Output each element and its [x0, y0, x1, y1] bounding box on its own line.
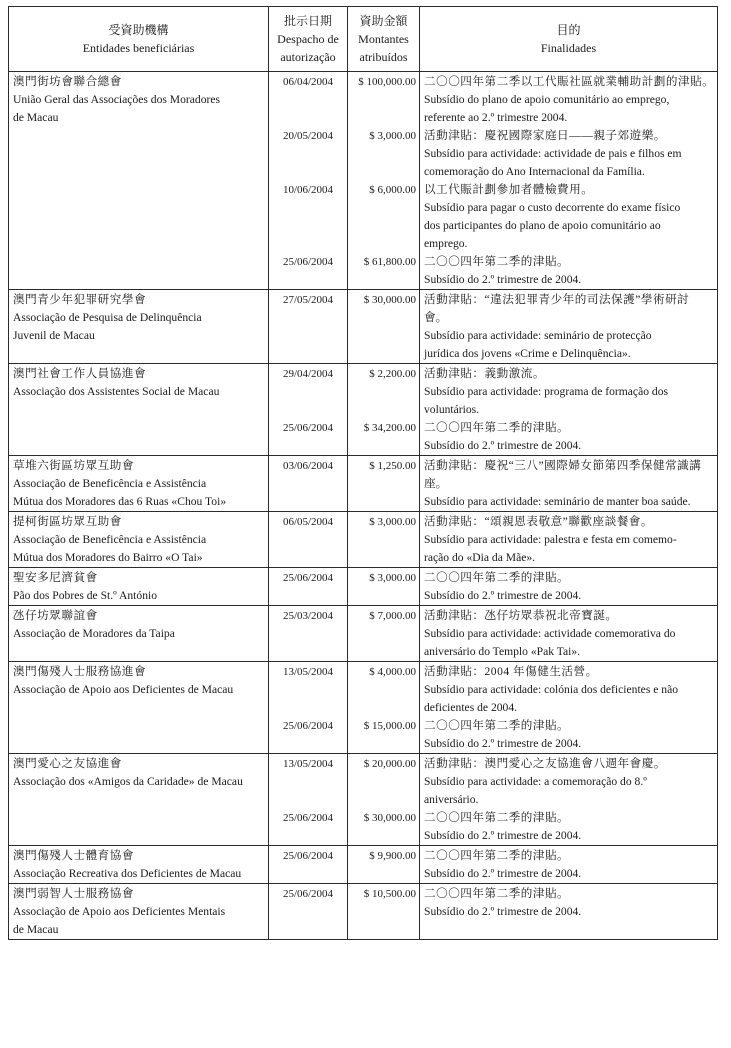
- purpose-cell: [420, 512, 718, 568]
- purpose-line: Subsídio do 2.º trimestre de 2004.: [424, 829, 582, 842]
- spacer: [269, 109, 347, 127]
- spacer: [269, 345, 347, 363]
- amount-value: $ 3,000.00: [369, 572, 416, 584]
- entity-name-cn: 澳門街坊會聯合總會: [13, 75, 122, 88]
- amount-value: $ 61,800.00: [363, 256, 416, 268]
- purpose-line: 活動津貼：澳門愛心之友協進會八週年會慶。: [424, 757, 666, 770]
- purpose-cell: [420, 568, 718, 606]
- header-amount: [348, 7, 420, 72]
- amount-value: $ 20,000.00: [363, 758, 416, 770]
- entity-cell: [9, 884, 269, 940]
- entity-name-pt: Associação de Apoio aos Deficientes Mentais: [13, 905, 226, 918]
- spacer: [269, 791, 347, 809]
- purpose-line: jurídica dos jovens «Crime e Delinquência».: [424, 347, 631, 360]
- spacer: [348, 199, 419, 217]
- purpose-cell: [420, 364, 718, 456]
- entity-name-pt: Associação dos Assistentes Social de Macau: [13, 385, 220, 398]
- spacer: [348, 865, 419, 883]
- amount-cell: [348, 884, 420, 940]
- entity-name-pt: União Geral das Associações dos Moradores: [13, 93, 221, 106]
- date-cell: [269, 846, 348, 884]
- spacer: [269, 827, 347, 845]
- spacer: [348, 383, 419, 401]
- spacer: [348, 493, 419, 511]
- table-row: [9, 290, 718, 364]
- approval-date: 10/06/2004: [282, 184, 334, 196]
- purpose-line: 以工代賑計劃參加者體檢費用。: [424, 183, 594, 196]
- purpose-line: Subsídio para actividade: programa de formação dos: [424, 385, 669, 398]
- entity-cell: [9, 72, 269, 290]
- spacer: [348, 587, 419, 605]
- spacer: [269, 643, 347, 661]
- spacer: [348, 109, 419, 127]
- purpose-line: 二〇〇四年第二季的津貼。: [424, 811, 570, 824]
- date-cell: [269, 512, 348, 568]
- date-cell: [269, 884, 348, 940]
- amount-cell: [348, 846, 420, 884]
- purpose-cell: [420, 846, 718, 884]
- spacer: [269, 145, 347, 163]
- purpose-line: ração do «Dia da Mãe».: [424, 551, 536, 564]
- purpose-line: deficientes de 2004.: [424, 701, 518, 714]
- header-date-pt-2: autorização: [280, 50, 336, 64]
- entity-cell: [9, 662, 269, 754]
- amount-value: $ 15,000.00: [363, 720, 416, 732]
- approval-date: 25/06/2004: [282, 888, 334, 900]
- spacer: [269, 549, 347, 567]
- purpose-line: Subsídio para actividade: seminário de protecção: [424, 329, 652, 342]
- header-amount-pt-2: atribuídos: [359, 50, 408, 64]
- spacer: [348, 217, 419, 235]
- amount-value: $ 3,000.00: [369, 130, 416, 142]
- header-purpose: [420, 7, 718, 72]
- purpose-line: 二〇〇四年第二季以工代賑社區就業輔助計劃的津貼。: [424, 75, 715, 88]
- entity-name-pt: Mútua dos Moradores das 6 Ruas «Chou Toi»: [13, 495, 227, 508]
- entity-name-cn: 澳門弱智人士服務協會: [13, 887, 134, 900]
- approval-date: 29/04/2004: [282, 368, 334, 380]
- purpose-line: Subsídio para actividade: a comemoração do 8.º: [424, 775, 647, 788]
- amount-cell: [348, 662, 420, 754]
- entity-name-cn: 澳門社會工作人員協進會: [13, 367, 147, 380]
- purpose-line: voluntários.: [424, 403, 480, 416]
- entity-cell: [9, 290, 269, 364]
- approval-date: 25/06/2004: [282, 422, 334, 434]
- entity-name-pt: Associação de Beneficência e Assistência: [13, 477, 207, 490]
- spacer: [348, 681, 419, 699]
- purpose-line: Subsídio para actividade: actividade comemorativa do: [424, 627, 676, 640]
- amount-value: $ 34,200.00: [363, 422, 416, 434]
- entity-name-cn: 澳門青少年犯罪研究學會: [13, 293, 147, 306]
- entity-name-pt: Associação de Beneficência e Assistência: [13, 533, 207, 546]
- entity-name-cn: 澳門傷殘人士體育協會: [13, 849, 134, 862]
- purpose-line: 二〇〇四年第二季的津貼。: [424, 719, 570, 732]
- amount-cell: [348, 456, 420, 512]
- spacer: [348, 531, 419, 549]
- amount-value: $ 4,000.00: [369, 666, 416, 678]
- spacer: [269, 587, 347, 605]
- approval-date: 27/05/2004: [282, 294, 334, 306]
- amount-value: $ 7,000.00: [369, 610, 416, 622]
- header-amount-pt-1: Montantes: [358, 32, 409, 46]
- table-row: [9, 512, 718, 568]
- entity-name-pt: Associação dos «Amigos da Caridade» de Macau: [13, 775, 243, 788]
- date-cell: [269, 72, 348, 290]
- entity-cell: [9, 846, 269, 884]
- entity-name-cn: 澳門傷殘人士服務協進會: [13, 665, 147, 678]
- table-row: [9, 456, 718, 512]
- date-cell: [269, 568, 348, 606]
- spacer: [348, 735, 419, 753]
- purpose-cell: [420, 884, 718, 940]
- spacer: [348, 827, 419, 845]
- purpose-line: comemoração do Ano Internacional da Família.: [424, 165, 645, 178]
- purpose-line: 活動津貼：“頌親恩表敬意”聯歡座談餐會。: [424, 515, 653, 528]
- entity-name-pt: Associação de Apoio aos Deficientes de Macau: [13, 683, 234, 696]
- spacer: [269, 475, 347, 493]
- approval-date: 03/06/2004: [282, 460, 334, 472]
- approval-date: 13/05/2004: [282, 758, 334, 770]
- header-entity-pt: Entidades beneficiárias: [82, 41, 195, 55]
- spacer: [269, 401, 347, 419]
- table-row: [9, 606, 718, 662]
- spacer: [269, 327, 347, 345]
- header-purpose-cn: 目的: [556, 23, 581, 37]
- amount-cell: [348, 606, 420, 662]
- spacer: [269, 235, 347, 253]
- date-cell: [269, 364, 348, 456]
- entity-cell: [9, 512, 269, 568]
- date-cell: [269, 662, 348, 754]
- spacer: [348, 145, 419, 163]
- table-row: [9, 884, 718, 940]
- spacer: [348, 791, 419, 809]
- spacer: [269, 309, 347, 327]
- purpose-line: Subsídio para actividade: seminário de manter boa saúde.: [424, 495, 691, 508]
- entity-name-cn: 草堆六街區坊眾互助會: [13, 459, 134, 472]
- purpose-cell: [420, 456, 718, 512]
- date-cell: [269, 606, 348, 662]
- purpose-line: referente ao 2.º trimestre 2004.: [424, 111, 568, 124]
- approval-date: 20/05/2004: [282, 130, 334, 142]
- entity-name-pt: Pão dos Pobres de St.º António: [13, 589, 158, 602]
- entity-name-cn: 聖安多尼濟貧會: [13, 571, 98, 584]
- spacer: [348, 773, 419, 791]
- purpose-line: Subsídio do 2.º trimestre de 2004.: [424, 439, 582, 452]
- amount-value: $ 2,200.00: [369, 368, 416, 380]
- spacer: [269, 163, 347, 181]
- table-row: [9, 568, 718, 606]
- amount-cell: [348, 364, 420, 456]
- spacer: [348, 309, 419, 327]
- spacer: [348, 327, 419, 345]
- purpose-line: 活動津貼：義動激流。: [424, 367, 545, 380]
- purpose-line: 二〇〇四年第二季的津貼。: [424, 887, 570, 900]
- spacer: [348, 625, 419, 643]
- entity-name-pt: Mútua dos Moradores do Bairro «O Tai»: [13, 551, 203, 564]
- purpose-line: 活動津貼：氹仔坊眾恭祝北帝寶誕。: [424, 609, 618, 622]
- table-row: [9, 754, 718, 846]
- entity-name-cn: 澳門愛心之友協進會: [13, 757, 122, 770]
- header-entity-cn: 受資助機構: [108, 23, 169, 37]
- spacer: [269, 773, 347, 791]
- spacer: [348, 163, 419, 181]
- purpose-line: 會。: [424, 311, 448, 324]
- spacer: [269, 903, 347, 921]
- purpose-line: Subsídio do 2.º trimestre de 2004.: [424, 905, 582, 918]
- header-amount-cn: 資助金額: [359, 14, 408, 28]
- spacer: [269, 217, 347, 235]
- entity-cell: [9, 606, 269, 662]
- subsidy-table: [8, 6, 718, 940]
- spacer: [348, 475, 419, 493]
- spacer: [269, 437, 347, 455]
- purpose-line: 活動津貼：慶祝“三八”國際婦女節第四季保健常識講: [424, 459, 702, 472]
- amount-value: $ 100,000.00: [358, 76, 416, 88]
- amount-value: $ 10,500.00: [363, 888, 416, 900]
- spacer: [348, 271, 419, 289]
- purpose-line: Subsídio do 2.º trimestre de 2004.: [424, 737, 582, 750]
- amount-value: $ 1,250.00: [369, 460, 416, 472]
- approval-date: 25/03/2004: [282, 610, 334, 622]
- purpose-line: 二〇〇四年第二季的津貼。: [424, 571, 570, 584]
- purpose-line: aniversário.: [424, 793, 479, 806]
- header-date-cn: 批示日期: [283, 14, 332, 28]
- purpose-cell: [420, 606, 718, 662]
- purpose-line: Subsídio para actividade: actividade de pais e filhos em: [424, 147, 682, 160]
- purpose-line: Subsídio para actividade: colónia dos deficientes e não: [424, 683, 679, 696]
- date-cell: [269, 290, 348, 364]
- table-row: [9, 846, 718, 884]
- spacer: [269, 383, 347, 401]
- purpose-cell: [420, 754, 718, 846]
- spacer: [269, 531, 347, 549]
- header-purpose-pt: Finalidades: [540, 41, 597, 55]
- spacer: [348, 903, 419, 921]
- approval-date: 06/05/2004: [282, 516, 334, 528]
- spacer: [348, 91, 419, 109]
- spacer: [269, 493, 347, 511]
- purpose-cell: [420, 662, 718, 754]
- table-row: [9, 364, 718, 456]
- purpose-line: 二〇〇四年第二季的津貼。: [424, 255, 570, 268]
- purpose-line: 活動津貼：慶祝國際家庭日——親子郊遊樂。: [424, 129, 666, 142]
- purpose-line: Subsídio do 2.º trimestre de 2004.: [424, 867, 582, 880]
- spacer: [348, 345, 419, 363]
- entity-cell: [9, 568, 269, 606]
- purpose-cell: [420, 72, 718, 290]
- purpose-line: Subsídio para pagar o custo decorrente do exame físico: [424, 201, 681, 214]
- spacer: [348, 549, 419, 567]
- approval-date: 25/06/2004: [282, 850, 334, 862]
- purpose-line: Subsídio para actividade: palestra e festa em comemo-: [424, 533, 677, 546]
- purpose-line: dos participantes do plano de apoio comunitário ao: [424, 219, 661, 232]
- amount-cell: [348, 568, 420, 606]
- purpose-line: Subsídio do plano de apoio comunitário ao emprego,: [424, 93, 670, 106]
- purpose-line: 二〇〇四年第二季的津貼。: [424, 849, 570, 862]
- entity-cell: [9, 456, 269, 512]
- spacer: [269, 91, 347, 109]
- entity-name-pt: Associação Recreativa dos Deficientes de Macau: [13, 867, 242, 880]
- spacer: [269, 699, 347, 717]
- spacer: [269, 625, 347, 643]
- purpose-line: emprego.: [424, 237, 468, 250]
- table-header-row: [9, 7, 718, 72]
- entity-name-cn: 提柯街區坊眾互助會: [13, 515, 122, 528]
- purpose-line: 活動津貼：2004 年傷健生活營。: [424, 665, 598, 678]
- purpose-line: Subsídio do 2.º trimestre de 2004.: [424, 589, 582, 602]
- approval-date: 13/05/2004: [282, 666, 334, 678]
- entity-cell: [9, 754, 269, 846]
- entity-name-pt: de Macau: [13, 111, 59, 124]
- purpose-line: 活動津貼：“違法犯罪青少年的司法保護”學術研討: [424, 293, 690, 306]
- date-cell: [269, 456, 348, 512]
- spacer: [348, 643, 419, 661]
- amount-cell: [348, 290, 420, 364]
- amount-value: $ 30,000.00: [363, 812, 416, 824]
- spacer: [269, 735, 347, 753]
- spacer: [348, 699, 419, 717]
- approval-date: 25/06/2004: [282, 572, 334, 584]
- purpose-cell: [420, 290, 718, 364]
- spacer: [269, 681, 347, 699]
- spacer: [269, 865, 347, 883]
- entity-name-pt: Associação de Pesquisa de Delinquência: [13, 311, 202, 324]
- approval-date: 25/06/2004: [282, 256, 334, 268]
- purpose-line: aniversário do Templo «Pak Tai».: [424, 645, 581, 658]
- header-entity: [9, 7, 269, 72]
- spacer: [348, 235, 419, 253]
- entity-name-pt: Juvenil de Macau: [13, 329, 95, 342]
- amount-cell: [348, 754, 420, 846]
- spacer: [348, 401, 419, 419]
- amount-value: $ 9,900.00: [369, 850, 416, 862]
- purpose-line: Subsídio do 2.º trimestre de 2004.: [424, 273, 582, 286]
- purpose-line: 二〇〇四年第二季的津貼。: [424, 421, 570, 434]
- header-date: [269, 7, 348, 72]
- table-row: [9, 72, 718, 290]
- amount-cell: [348, 72, 420, 290]
- approval-date: 25/06/2004: [282, 812, 334, 824]
- entity-name-pt: de Macau: [13, 923, 59, 936]
- table-row: [9, 662, 718, 754]
- header-date-pt-1: Despacho de: [277, 32, 339, 46]
- date-cell: [269, 754, 348, 846]
- approval-date: 06/04/2004: [282, 76, 334, 88]
- amount-value: $ 6,000.00: [369, 184, 416, 196]
- spacer: [348, 437, 419, 455]
- amount-value: $ 3,000.00: [369, 516, 416, 528]
- entity-name-cn: 氹仔坊眾聯誼會: [13, 609, 98, 622]
- entity-name-pt: Associação de Moradores da Taipa: [13, 627, 175, 640]
- amount-value: $ 30,000.00: [363, 294, 416, 306]
- spacer: [269, 271, 347, 289]
- spacer: [269, 199, 347, 217]
- amount-cell: [348, 512, 420, 568]
- entity-cell: [9, 364, 269, 456]
- approval-date: 25/06/2004: [282, 720, 334, 732]
- purpose-line: 座。: [424, 477, 448, 490]
